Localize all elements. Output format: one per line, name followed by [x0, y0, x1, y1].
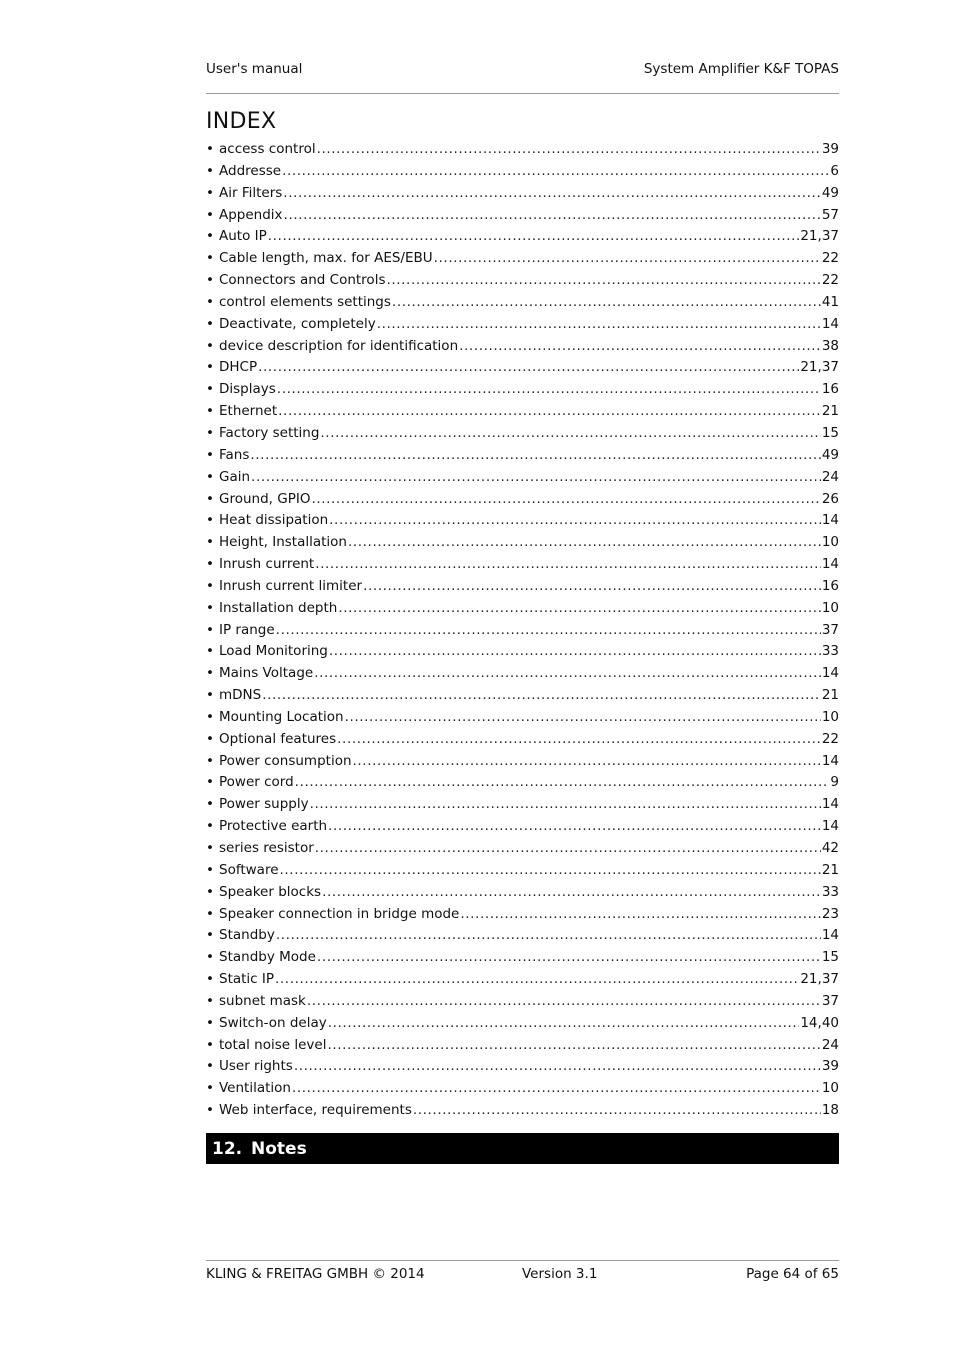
footer-page-number: Page 64 of 65	[746, 1266, 839, 1282]
dot-leader	[317, 141, 821, 157]
index-term: Switch-on delay	[219, 1014, 327, 1031]
dot-leader	[386, 272, 820, 288]
index-entry	[206, 622, 839, 644]
index-term: subnet mask	[219, 992, 306, 1009]
bullet-icon: •	[206, 184, 214, 201]
index-page-ref: 14	[821, 512, 839, 529]
dot-leader	[251, 469, 821, 485]
bullet-icon: •	[206, 293, 214, 310]
index-term: Power supply	[219, 796, 309, 813]
dot-leader	[311, 491, 820, 507]
bullet-icon: •	[206, 141, 214, 157]
bullet-icon: •	[206, 774, 214, 791]
index-term: Ground, GPIO	[219, 490, 311, 507]
dot-leader	[353, 753, 821, 769]
index-term: Power cord	[219, 774, 294, 791]
index-page-ref: 14	[821, 927, 839, 944]
index-term: Factory setting	[219, 424, 320, 441]
index-page-ref: 14,40	[800, 1014, 839, 1031]
dot-leader	[268, 228, 800, 244]
dot-leader	[348, 534, 821, 550]
index-entry	[206, 556, 839, 578]
dot-leader	[328, 818, 821, 834]
index-entry	[206, 359, 839, 381]
index-page-ref: 38	[821, 337, 839, 354]
dot-leader	[295, 774, 830, 790]
header-doc-type: User's manual	[206, 61, 303, 77]
bullet-icon: •	[206, 228, 214, 245]
bullet-icon: •	[206, 1080, 214, 1097]
bullet-icon: •	[206, 577, 214, 594]
index-page-ref: 21,37	[800, 971, 839, 988]
index-page-ref: 15	[821, 424, 839, 441]
index-page-ref: 16	[821, 381, 839, 398]
index-entry	[206, 425, 839, 447]
index-entry	[206, 1058, 839, 1080]
index-entry	[206, 643, 839, 665]
index-entry	[206, 862, 839, 884]
index-page-ref: 10	[821, 534, 839, 551]
index-term: Height, Installation	[219, 534, 347, 551]
bullet-icon: •	[206, 687, 214, 704]
dot-leader	[460, 906, 820, 922]
dot-leader	[278, 403, 821, 419]
index-entry	[206, 141, 839, 163]
footer-version: Version 3.1	[522, 1266, 598, 1282]
bullet-icon: •	[206, 381, 214, 398]
dot-leader	[310, 796, 821, 812]
bullet-icon: •	[206, 250, 214, 267]
index-entry	[206, 906, 839, 928]
index-entry	[206, 1080, 839, 1102]
dot-leader	[262, 687, 821, 703]
index-term: Installation depth	[219, 599, 338, 616]
index-term: Cable length, max. for AES/EBU	[219, 250, 433, 267]
dot-leader	[413, 1102, 821, 1118]
index-page-ref: 49	[821, 184, 839, 201]
index-page-ref: 21	[821, 687, 839, 704]
dot-leader	[292, 1080, 821, 1096]
index-page-ref: 14	[821, 752, 839, 769]
bullet-icon: •	[206, 490, 214, 507]
index-term: Fans	[219, 446, 250, 463]
bullet-icon: •	[206, 337, 214, 354]
bullet-icon: •	[206, 512, 214, 529]
index-entry	[206, 578, 839, 600]
index-entry	[206, 665, 839, 687]
index-entry	[206, 491, 839, 513]
bullet-icon: •	[206, 643, 214, 660]
dot-leader	[328, 1015, 800, 1031]
dot-leader	[327, 1037, 820, 1053]
index-page-ref: 21	[821, 861, 839, 878]
index-entry	[206, 687, 839, 709]
bullet-icon: •	[206, 272, 214, 289]
index-term: Web interface, requirements	[219, 1102, 412, 1119]
bullet-icon: •	[206, 730, 214, 747]
index-term: DHCP	[219, 359, 258, 376]
bullet-icon: •	[206, 424, 214, 441]
index-page-ref: 14	[821, 315, 839, 332]
index-term: Appendix	[219, 206, 283, 223]
index-entry	[206, 949, 839, 971]
bullet-icon: •	[206, 1058, 214, 1075]
bullet-icon: •	[206, 1102, 214, 1119]
index-page-ref: 15	[821, 949, 839, 966]
bullet-icon: •	[206, 359, 214, 376]
dot-leader	[322, 884, 821, 900]
index-heading: INDEX	[206, 109, 277, 134]
bullet-icon: •	[206, 796, 214, 813]
index-term: Protective earth	[219, 818, 328, 835]
index-entry	[206, 316, 839, 338]
bullet-icon: •	[206, 752, 214, 769]
index-page-ref: 9	[830, 774, 839, 791]
bullet-icon: •	[206, 949, 214, 966]
index-entry	[206, 774, 839, 796]
index-entry	[206, 512, 839, 534]
index-term: Displays	[219, 381, 276, 398]
index-entry	[206, 294, 839, 316]
index-page-ref: 23	[821, 905, 839, 922]
bullet-icon: •	[206, 971, 214, 988]
index-entry	[206, 731, 839, 753]
dot-leader	[459, 338, 821, 354]
index-page-ref: 24	[821, 1036, 839, 1053]
dot-leader	[320, 425, 820, 441]
bullet-icon: •	[206, 665, 214, 682]
dot-leader	[276, 622, 821, 638]
index-entry	[206, 1102, 839, 1124]
index-page-ref: 42	[821, 840, 839, 856]
page-footer	[206, 1260, 839, 1291]
index-page-ref: 37	[821, 621, 839, 638]
dot-leader	[307, 993, 821, 1009]
index-term: Inrush current limiter	[219, 577, 363, 594]
index-term: Static IP	[219, 971, 275, 988]
dot-leader	[345, 709, 821, 725]
dot-leader	[250, 447, 820, 463]
index-page-ref: 22	[821, 250, 839, 267]
index-term: device description for identification	[219, 337, 459, 354]
index-entry	[206, 796, 839, 818]
dot-leader	[392, 294, 821, 310]
index-term: Standby	[219, 927, 275, 944]
index-term: Power consumption	[219, 752, 352, 769]
index-page-ref: 14	[821, 665, 839, 682]
index-page-ref: 21,37	[800, 359, 839, 376]
bullet-icon: •	[206, 883, 214, 900]
index-page-ref: 14	[821, 818, 839, 835]
section-title: Notes	[251, 1138, 307, 1159]
footer-copyright: KLING & FREITAG GMBH © 2014	[206, 1266, 425, 1282]
dot-leader	[329, 643, 821, 659]
index-entry	[206, 600, 839, 622]
bullet-icon: •	[206, 556, 214, 573]
index-term: Gain	[219, 468, 251, 485]
dot-leader	[276, 927, 821, 943]
bullet-icon: •	[206, 818, 214, 835]
index-entry	[206, 469, 839, 491]
index-term: Auto IP	[219, 228, 267, 245]
index-term: Optional features	[219, 730, 337, 747]
index-term: Software	[219, 861, 279, 878]
bullet-icon: •	[206, 315, 214, 332]
index-page-ref: 49	[821, 446, 839, 463]
index-entry	[206, 250, 839, 272]
dot-leader	[337, 731, 821, 747]
dot-leader	[314, 665, 821, 681]
index-term: Standby Mode	[219, 949, 316, 966]
bullet-icon: •	[206, 534, 214, 551]
index-page-ref: 22	[821, 730, 839, 747]
index-page-ref: 33	[821, 883, 839, 900]
bullet-icon: •	[206, 162, 214, 179]
index-entry	[206, 709, 839, 731]
index-page-ref: 39	[821, 1058, 839, 1075]
bullet-icon: •	[206, 468, 214, 485]
index-term: Mounting Location	[219, 708, 344, 725]
dot-leader	[258, 359, 799, 375]
section-heading-notes	[206, 1133, 839, 1164]
index-page-ref: 33	[821, 643, 839, 660]
page-header	[206, 61, 839, 94]
dot-leader	[317, 949, 821, 965]
index-entry	[206, 381, 839, 403]
index-page-ref: 16	[821, 577, 839, 594]
index-entry	[206, 534, 839, 556]
index-term: mDNS	[219, 687, 262, 704]
index-term: Addresse	[219, 162, 282, 179]
index-term: Speaker connection in bridge mode	[219, 905, 460, 922]
dot-leader	[338, 600, 820, 616]
dot-leader	[277, 381, 821, 397]
index-term: Inrush current	[219, 556, 315, 573]
index-entry	[206, 753, 839, 775]
dot-leader	[282, 163, 829, 179]
dot-leader	[329, 512, 821, 528]
index-entry	[206, 1037, 839, 1059]
bullet-icon: •	[206, 1014, 214, 1031]
dot-leader	[284, 207, 821, 223]
index-term: Ventilation	[219, 1080, 291, 1097]
index-page-ref: 10	[821, 708, 839, 725]
dot-leader	[283, 185, 821, 201]
dot-leader	[275, 971, 799, 987]
bullet-icon: •	[206, 992, 214, 1009]
index-list	[206, 141, 839, 1124]
bullet-icon: •	[206, 403, 214, 420]
bullet-icon: •	[206, 206, 214, 223]
index-term: access control	[219, 141, 316, 157]
index-term: total noise level	[219, 1036, 327, 1053]
index-term: Mains Voltage	[219, 665, 314, 682]
index-page-ref: 37	[821, 992, 839, 1009]
index-term: User rights	[219, 1058, 293, 1075]
bullet-icon: •	[206, 708, 214, 725]
index-entry	[206, 272, 839, 294]
index-entry	[206, 207, 839, 229]
dot-leader	[434, 250, 821, 266]
bullet-icon: •	[206, 861, 214, 878]
index-page-ref: 22	[821, 272, 839, 289]
index-term: Heat dissipation	[219, 512, 329, 529]
index-term: Connectors and Controls	[219, 272, 386, 289]
dot-leader	[315, 840, 821, 856]
bullet-icon: •	[206, 1036, 214, 1053]
index-page-ref: 39	[821, 141, 839, 157]
index-entry	[206, 185, 839, 207]
index-entry	[206, 1015, 839, 1037]
index-page-ref: 57	[821, 206, 839, 223]
index-page-ref: 10	[821, 599, 839, 616]
index-page-ref: 26	[821, 490, 839, 507]
header-product-name: System Amplifier K&F TOPAS	[643, 61, 839, 77]
index-page-ref: 21,37	[800, 228, 839, 245]
index-page-ref: 24	[821, 468, 839, 485]
index-entry	[206, 228, 839, 250]
index-term: Load Monitoring	[219, 643, 328, 660]
bullet-icon: •	[206, 905, 214, 922]
index-entry	[206, 403, 839, 425]
index-page-ref: 14	[821, 796, 839, 813]
index-page-ref: 10	[821, 1080, 839, 1097]
index-entry	[206, 840, 839, 862]
index-entry	[206, 884, 839, 906]
index-term: Air Filters	[219, 184, 283, 201]
bullet-icon: •	[206, 621, 214, 638]
index-page-ref: 21	[821, 403, 839, 420]
index-page-ref: 41	[821, 293, 839, 310]
index-term: control elements settings	[219, 293, 391, 310]
dot-leader	[294, 1058, 821, 1074]
dot-leader	[377, 316, 821, 332]
bullet-icon: •	[206, 599, 214, 616]
index-term: series resistor	[219, 840, 314, 856]
index-term: IP range	[219, 621, 275, 638]
index-entry	[206, 818, 839, 840]
index-entry	[206, 447, 839, 469]
bullet-icon: •	[206, 446, 214, 463]
dot-leader	[315, 556, 821, 572]
index-entry	[206, 993, 839, 1015]
index-page-ref: 6	[830, 162, 839, 179]
index-term: Speaker blocks	[219, 883, 322, 900]
dot-leader	[280, 862, 821, 878]
index-entry	[206, 338, 839, 360]
bullet-icon: •	[206, 840, 214, 856]
index-entry	[206, 927, 839, 949]
index-term: Ethernet	[219, 403, 278, 420]
section-number: 12.	[212, 1138, 243, 1159]
index-page-ref: 14	[821, 556, 839, 573]
bullet-icon: •	[206, 927, 214, 944]
index-page-ref: 18	[821, 1102, 839, 1119]
index-entry	[206, 163, 839, 185]
index-entry	[206, 971, 839, 993]
dot-leader	[363, 578, 821, 594]
index-term: Deactivate, completely	[219, 315, 376, 332]
